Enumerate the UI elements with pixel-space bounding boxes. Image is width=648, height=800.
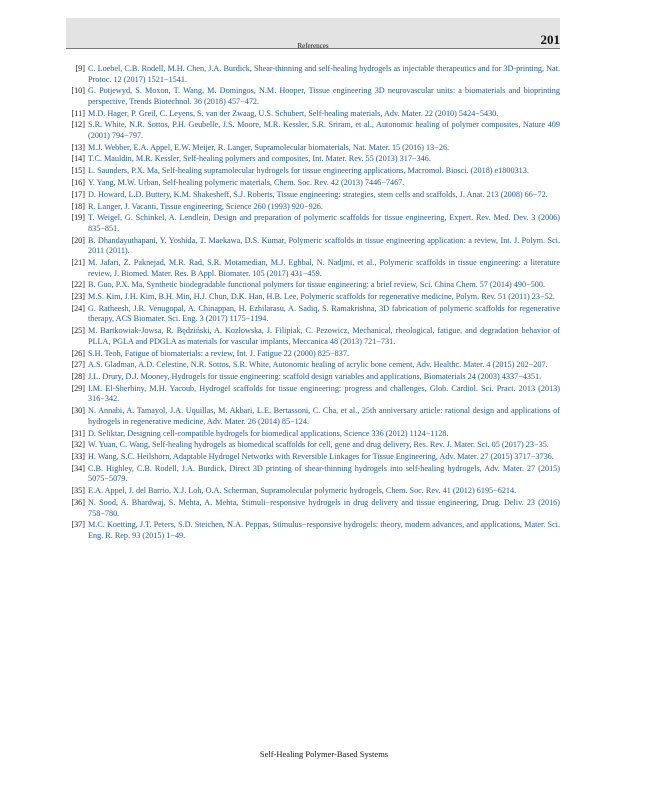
reference-number: [15] — [71, 166, 85, 176]
reference-item — [66, 143, 560, 154]
reference-link[interactable]: B. Guo, P.X. Ma, Synthetic biodegradable functional polymers for tissue engineering: a brief review, Sci. China Chem. 57 (2014) 490−500. — [88, 280, 546, 290]
reference-link[interactable]: R. Langer, J. Vacanti, Tissue engineering, Science 260 (1993) 920−926. — [88, 201, 323, 211]
reference-number: [29] — [71, 383, 85, 393]
reference-item — [66, 178, 560, 189]
reference-link[interactable]: C.B. Highley, C.B. Rodell, J.A. Burdick, Direct 3D printing of shear-thinning hydrogels into self-healing hydrogels, Adv. Mater. 27 (2015) 5075−5079. — [88, 463, 560, 484]
reference-list — [66, 64, 560, 543]
reference-item — [66, 166, 560, 177]
reference-link[interactable]: C. Loebel, C.B. Rodell, M.H. Chen, J.A. Burdick, Shear-thinning and self-healing hydrogels as injectable therapeutics and for 3D-printing, Nat. Protoc. 12 (2017) 1521−1541. — [88, 64, 560, 84]
reference-number: [21] — [71, 258, 85, 268]
reference-item — [66, 236, 560, 257]
reference-link[interactable]: M. Jafari, Z. Paknejad, M.R. Rad, S.R. Motamedian, M.J. Eghbal, N. Nadjmi, et al., Polymeric scaffolds in tissue engineering: a literature review, J. Biomed. Mater. Res. B Appl. Biomater. 105 (2017) 431−459. — [88, 258, 560, 278]
header-title: References — [297, 42, 329, 50]
reference-item — [66, 202, 560, 213]
reference-item — [66, 120, 560, 141]
reference-item — [66, 520, 560, 541]
reference-link[interactable]: M.J. Webber, E.A. Appel, E.W. Meijer, R. Langer, Supramolecular biomaterials, Nat. Mater. 15 (2016) 13−26. — [88, 142, 450, 152]
reference-item — [66, 292, 560, 303]
reference-number: [27] — [71, 360, 85, 370]
reference-link[interactable]: W. Yuan, C. Wang, Self-healing hydrogels as biomedical scaffolds for cell, gene and drug delivery, Res. Rev. J. Mater. Sci. 05 (2017) 23−35. — [88, 440, 549, 450]
reference-number: [36] — [71, 498, 85, 508]
reference-link[interactable]: M.D. Hager, P. Greil, C. Leyens, S. van der Zwaag, U.S. Schubert, Self-healing materials, Adv. Mater. 22 (2010) 5424−5430. — [88, 108, 499, 118]
reference-number: [34] — [71, 463, 85, 473]
reference-number: [35] — [71, 486, 85, 496]
reference-link[interactable]: S.R. White, N.R. Sottos, P.H. Geubelle, J.S. Moore, M.R. Kessler, S.R. Sriram, et al., Autonomic healing of polymer composites, Nature 409 (2001) 794−797. — [88, 120, 560, 140]
reference-number: [30] — [71, 406, 85, 416]
reference-item — [66, 326, 560, 347]
reference-link[interactable]: S.H. Teoh, Fatigue of biomaterials: a review, Int. J. Fatigue 22 (2000) 825−837. — [88, 348, 349, 358]
reference-item — [66, 86, 560, 107]
reference-number: [12] — [71, 120, 85, 130]
reference-number: [24] — [71, 303, 85, 313]
reference-number: [18] — [71, 201, 85, 211]
reference-item — [66, 440, 560, 451]
reference-link[interactable]: H. Wang, S.C. Heilshorn, Adaptable Hydrogel Networks with Reversible Linkages for Tissue Engineering, Adv. Mater. 27 (2015) 3717−3736. — [88, 452, 554, 462]
running-footer: Self-Healing Polymer-Based Systems — [259, 749, 389, 759]
reference-link[interactable]: A.S. Gladman, A.D. Celestine, N.R. Sottos, S.R. White, Autonomic healing of acrylic bone cement, Adv. Healthc. Mater. 4 (2015) 202−207. — [88, 360, 548, 370]
page-number: 201 — [540, 32, 560, 47]
reference-link[interactable]: D. Seliktar, Designing cell-compatible hydrogels for biomedical applications, Science 336 (2012) 1124−1128. — [88, 428, 449, 438]
reference-number: [25] — [71, 326, 85, 336]
reference-link[interactable]: I.M. El-Sherbiny, M.H. Yacoub, Hydrogel scaffolds for tissue engineering: progress and challenges, Glob. Cardiol. Sci. Pract. 2013 (2013) 316−342. — [88, 383, 560, 404]
reference-link[interactable]: D. Howard, L.D. Buttery, K.M. Shakesheff, S.J. Roberts, Tissue engineering: strategies, stem cells and scaffolds, J. Anat. 213 (2008) 66−72. — [88, 189, 548, 199]
reference-number: [19] — [71, 213, 85, 223]
reference-link[interactable]: G. Ratheesh, J.R. Venugopal, A. Chinappan, H. Ezhilarasu, A. Sadiq, S. Ramakrishna, 3D fabrication of polymeric scaffolds for regenerative therapy, ACS Biomater. Sci. Eng. 3 (2017) 1175−1194. — [88, 303, 560, 324]
reference-item — [66, 464, 560, 485]
reference-item — [66, 213, 560, 234]
reference-link[interactable]: N. Annabi, A. Tamayol, J.A. Uquillas, M. Akbari, L.E. Bertassoni, C. Cha, et al., 25th anniversary article: rational design and applications of hydrogels in regenerative medicine, Adv. Mater. 26 (2014) 85−124. — [88, 406, 560, 426]
reference-link[interactable]: E.A. Appel, J. del Barrio, X.J. Loh, O.A. Scherman, Supramolecular polymeric hydrogels, Chem. Soc. Rev. 41 (2012) 6195−6214. — [88, 486, 517, 496]
reference-item — [66, 109, 560, 120]
reference-item — [66, 429, 560, 440]
reference-number: [11] — [71, 108, 85, 118]
reference-link[interactable]: M.S. Kim, J.H. Kim, B.H. Min, H.J. Chun, D.K. Han, H.B. Lee, Polymeric scaffolds for regenerative medicine, Polym. Rev. 51 (2011) 23−52. — [88, 292, 555, 302]
reference-number: [23] — [71, 292, 85, 302]
reference-item — [66, 258, 560, 279]
reference-number: [13] — [71, 142, 85, 152]
reference-item — [66, 154, 560, 165]
reference-number: [14] — [71, 154, 85, 164]
reference-number: [17] — [71, 189, 85, 199]
reference-link[interactable]: T.C. Mauldin, M.R. Kessler, Self-healing polymers and composites, Int. Mater. Rev. 55 (2013) 317−346. — [88, 154, 431, 164]
reference-item — [66, 486, 560, 497]
reference-item — [66, 280, 560, 291]
reference-link[interactable]: T. Weigel, G. Schinkel, A. Lendlein, Design and preparation of polymeric scaffolds for tissue engineering, Expert. Rev. Med. Dev. 3 (2006) 835−851. — [88, 213, 560, 233]
reference-item — [66, 190, 560, 201]
reference-number: [28] — [71, 372, 85, 382]
reference-item — [66, 372, 560, 383]
reference-item — [66, 360, 560, 371]
running-header — [66, 18, 560, 49]
reference-item — [66, 349, 560, 360]
reference-item — [66, 498, 560, 519]
reference-item — [66, 406, 560, 427]
reference-number: [33] — [71, 452, 85, 462]
reference-number: [20] — [71, 235, 85, 245]
reference-item — [66, 452, 560, 463]
reference-number: [22] — [71, 280, 85, 290]
reference-link[interactable]: M.C. Koetting, J.T. Peters, S.D. Steichen, N.A. Peppas, Stimulus−responsive hydrogels: theory, modern advances, and applications, Mater. Sci. Eng. R. Rep. 93 (2015) 1−49. — [88, 520, 560, 540]
reference-link[interactable]: J.L. Drury, D.J. Mooney, Hydrogels for tissue engineering: scaffold design variables and applications, Biomaterials 24 (2003) 4337−4351. — [88, 372, 542, 382]
reference-item — [66, 64, 560, 85]
reference-number: [26] — [71, 348, 85, 358]
reference-link[interactable]: Y. Yang, M.W. Urban, Self-healing polymeric materials, Chem. Soc. Rev. 42 (2013) 7446−7467. — [88, 178, 405, 188]
reference-item — [66, 304, 560, 325]
reference-link[interactable]: B. Dhandayuthapani, Y. Yoshida, T. Maekawa, D.S. Kumar, Polymeric scaffolds in tissue engineering application: a review, Int. J. Polym. Sci. 2011 (2011). — [88, 235, 560, 256]
reference-link[interactable]: N. Sood, A. Bhardwaj, S. Mehta, A. Mehta, Stimuli−responsive hydrogels in drug delivery and tissue engineering, Drug. Deliv. 23 (2016) 758−780. — [88, 498, 560, 518]
reference-item — [66, 384, 560, 405]
reference-link[interactable]: M. Bartkowiak-Jowsa, R. Będziński, A. Kozłowska, J. Filipiak, C. Pezowicz, Mechanical, rheological, fatigue, and degradation behavior of PLLA, PGLA and PDGLA as materials for vascular implants, Meccanica 48 (2013) 721−731. — [88, 326, 560, 346]
reference-number: [10] — [71, 86, 85, 96]
reference-number: [31] — [71, 428, 85, 438]
reference-number: [37] — [71, 520, 85, 530]
reference-number: [9] — [75, 64, 85, 73]
reference-link[interactable]: L. Saunders, P.X. Ma, Self-healing supramolecular hydrogels for tissue engineering applications, Macromol. Biosci. (2018) e1800313. — [88, 166, 529, 176]
reference-link[interactable]: G. Potjewyd, S. Moxon, T. Wang, M. Domingos, N.M. Hooper, Tissue engineering 3D neurovascular units: a biomaterials and bioprinting perspective, Trends Biotechnol. 36 (2018) 457−472. — [88, 86, 560, 106]
reference-number: [16] — [71, 178, 85, 188]
reference-number: [32] — [71, 440, 85, 450]
